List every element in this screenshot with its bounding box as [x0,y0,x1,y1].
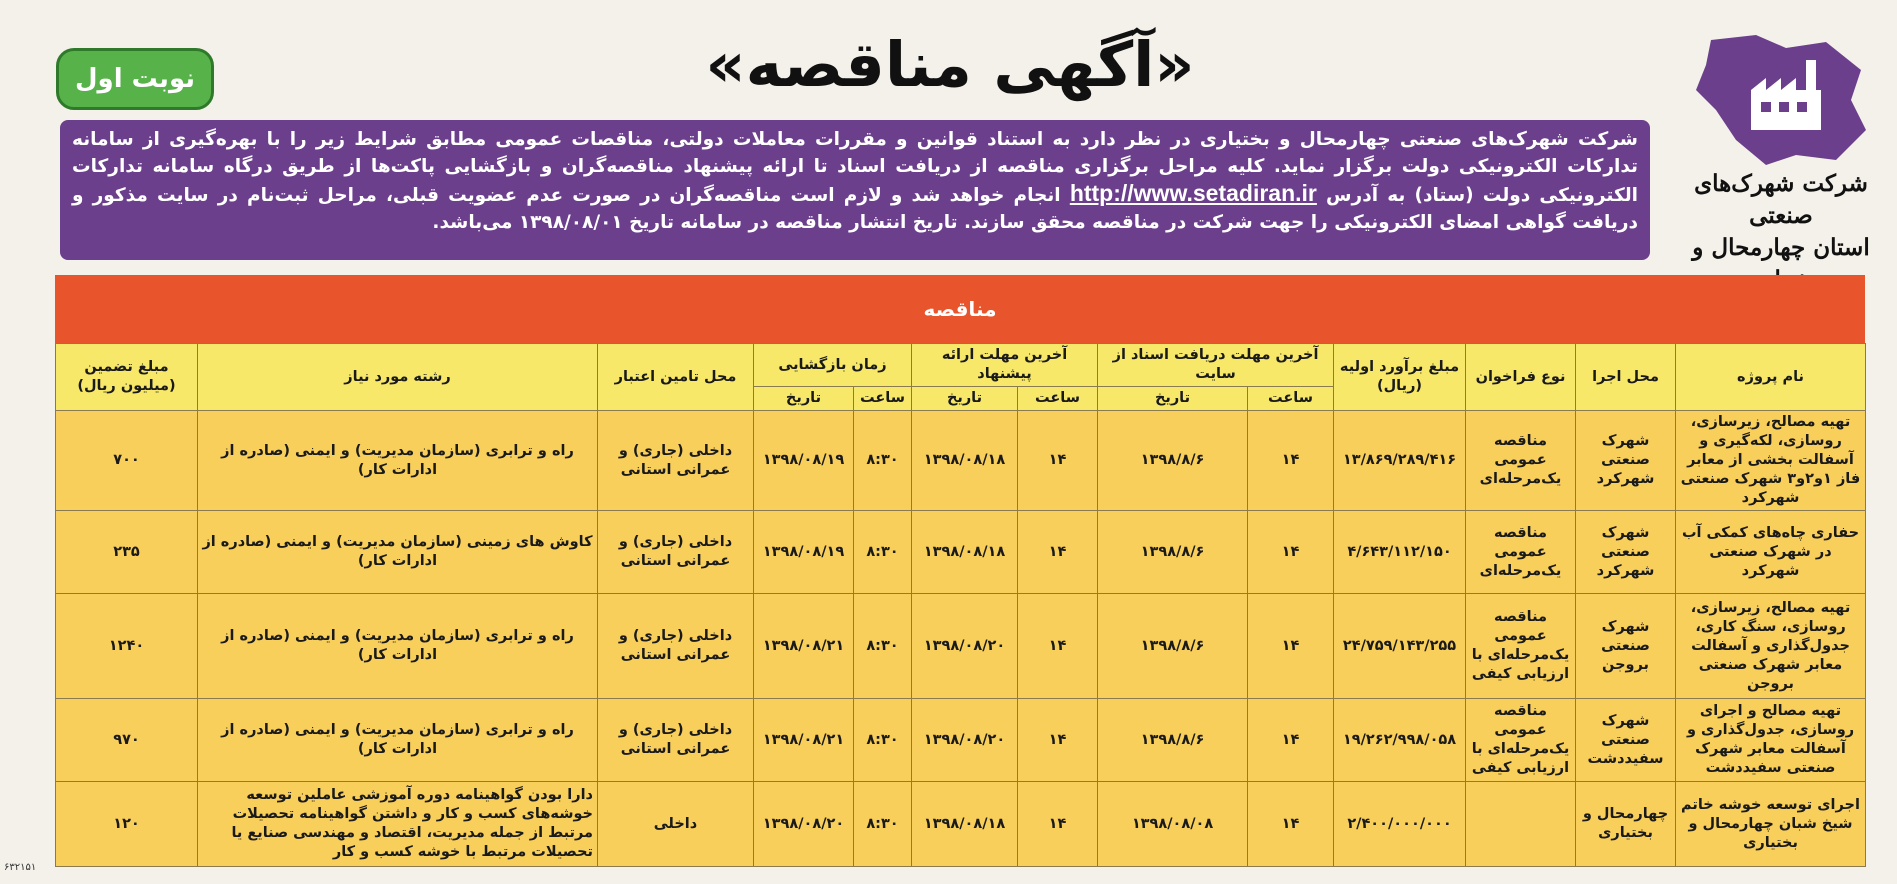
cell-location: شهرک صنعتی بروجن [1576,594,1676,699]
page-title: «آگهی مناقصه» [705,28,1195,101]
cell-project: تهیه مصالح و اجرای روسازی، جدول‌گذاری و آسفالت معابر شهرک صنعتی سفیددشت [1676,699,1866,782]
cell-guarantee: ۱۲۴۰ [56,594,198,699]
cell-bid-date: ۱۳۹۸/۰۸/۱۸ [912,411,1018,511]
cell-doc-time: ۱۴ [1248,782,1334,867]
cell-funding: داخلی (جاری) و عمرانی استانی [598,511,754,594]
cell-doc-date: ۱۳۹۸/۸/۶ [1098,699,1248,782]
cell-estimate: ۲/۴۰۰/۰۰۰/۰۰۰ [1334,782,1466,867]
table-row [56,699,1866,782]
tender-table-section [55,275,1865,871]
cell-guarantee: ۷۰۰ [56,411,198,511]
cell-project: تهیه مصالح، زیرسازی، روسازی، سنگ کاری، جدول‌گذاری و آسفالت معابر شهرک صنعتی بروجن [1676,594,1866,699]
cell-doc-time: ۱۴ [1248,411,1334,511]
cell-doc-time: ۱۴ [1248,511,1334,594]
cell-field: دارا بودن گواهینامه دوره آموزشی عاملین توسعه خوشه‌های کسب و کار و داشتن گواهینامه تحصیلات مرتبط از جمله مدیریت، اقتصاد و مهندسی صنایع یا تحصیلات مرتبط با خوشه کسب و کار [198,782,598,867]
cell-open-date: ۱۳۹۸/۰۸/۱۹ [754,511,854,594]
col-estimate: مبلغ برآورد اولیه (ریال) [1334,344,1466,411]
col-field: رشته مورد نیاز [198,344,598,411]
sub-open-date: تاریخ [754,387,854,411]
cell-project: تهیه مصالح، زیرسازی، روسازی، لکه‌گیری و آسفالت بخشی از معابر فاز ۱و۲و۳ شهرک صنعتی شهرکرد [1676,411,1866,511]
col-doc-deadline: آخرین مهلت دریافت اسناد از سایت [1098,344,1334,387]
tender-table [55,343,1866,867]
cell-open-date: ۱۳۹۸/۰۸/۲۱ [754,699,854,782]
cell-doc-time: ۱۴ [1248,699,1334,782]
cell-estimate: ۴/۶۴۳/۱۱۲/۱۵۰ [1334,511,1466,594]
cell-open-date: ۱۳۹۸/۰۸/۱۹ [754,411,854,511]
print-code: ۶۳۲۱۵۱ [4,862,37,873]
cell-open-time: ۸:۳۰ [854,511,912,594]
cell-call-type: مناقصه عمومی یک‌مرحله‌ای [1466,511,1576,594]
cell-open-date: ۱۳۹۸/۰۸/۲۱ [754,594,854,699]
col-bid-deadline: آخرین مهلت ارائه پیشنهاد [912,344,1098,387]
cell-open-time: ۸:۳۰ [854,594,912,699]
company-name-line2: استان چهارمحال و [1692,234,1870,261]
cell-open-time: ۸:۳۰ [854,411,912,511]
cell-bid-time: ۱۴ [1018,699,1098,782]
cell-bid-time: ۱۴ [1018,411,1098,511]
table-row [56,411,1866,511]
cell-guarantee: ۹۷۰ [56,699,198,782]
cell-estimate: ۱۳/۸۶۹/۲۸۹/۴۱۶ [1334,411,1466,511]
company-name-line1: شرکت شهرک‌های صنعتی [1694,170,1868,229]
sub-bid-time: ساعت [1018,387,1098,411]
cell-open-time: ۸:۳۰ [854,782,912,867]
cell-open-date: ۱۳۹۸/۰۸/۲۰ [754,782,854,867]
cell-bid-date: ۱۳۹۸/۰۸/۲۰ [912,594,1018,699]
cell-bid-date: ۱۳۹۸/۰۸/۱۸ [912,511,1018,594]
cell-funding: داخلی (جاری) و عمرانی استانی [598,699,754,782]
cell-call-type: مناقصه عمومی یک‌مرحله‌ای با ارزیابی کیفی [1466,594,1576,699]
cell-doc-date: ۱۳۹۸/۸/۶ [1098,594,1248,699]
intro-text-before: شرکت شهرک‌های صنعتی چهارمحال و بختیاری در نظر دارد به استناد قوانین و مقررات معاملات دولتی، مناقصات عمومی مطابق شرایط زیر را با بهره‌گیری از سامانه تدارکات الکترونیکی دولت برگزار نماید. کلیه مراحل برگزاری مناقصه از دریافت اسناد تا ارائه پیشنهاد مناقصه‌گران و بازگشایی پاکت‌ها از طریق درگاه سامانه تدارکات الکترونیکی دولت (ستاد) به آدرس [72,129,1638,206]
cell-doc-date: ۱۳۹۸/۸/۶ [1098,511,1248,594]
sub-doc-time: ساعت [1248,387,1334,411]
col-opening: زمان بازگشایی [754,344,912,387]
cell-guarantee: ۱۲۰ [56,782,198,867]
company-logo [1676,30,1886,285]
cell-location: شهرک صنعتی شهرکرد [1576,411,1676,511]
cell-call-type: مناقصه عمومی یک‌مرحله‌ای [1466,411,1576,511]
cell-call-type [1466,782,1576,867]
cell-location: شهرک صنعتی شهرکرد [1576,511,1676,594]
cell-guarantee: ۲۳۵ [56,511,198,594]
table-row [56,511,1866,594]
cell-open-time: ۸:۳۰ [854,699,912,782]
cell-doc-time: ۱۴ [1248,594,1334,699]
table-section-title: مناقصه [55,275,1865,343]
cell-call-type: مناقصه عمومی یک‌مرحله‌ای با ارزیابی کیفی [1466,699,1576,782]
table-row [56,782,1866,867]
iran-map-factory-icon [1676,30,1886,170]
cell-bid-date: ۱۳۹۸/۰۸/۱۸ [912,782,1018,867]
cell-doc-date: ۱۳۹۸/۸/۶ [1098,411,1248,511]
cell-bid-time: ۱۴ [1018,511,1098,594]
cell-funding: داخلی [598,782,754,867]
cell-field: راه و ترابری (سازمان مدیریت) و ایمنی (صادره از ادارات کار) [198,594,598,699]
cell-funding: داخلی (جاری) و عمرانی استانی [598,594,754,699]
cell-field: کاوش های زمینی (سازمان مدیریت) و ایمنی (صادره از ادارات کار) [198,511,598,594]
cell-project: اجرای توسعه خوشه خاتم شیخ شبان چهارمحال و بختیاری [1676,782,1866,867]
cell-bid-time: ۱۴ [1018,594,1098,699]
cell-bid-date: ۱۳۹۸/۰۸/۲۰ [912,699,1018,782]
sub-bid-date: تاریخ [912,387,1018,411]
col-funding: محل تامین اعتبار [598,344,754,411]
cell-estimate: ۲۴/۷۵۹/۱۴۳/۲۵۵ [1334,594,1466,699]
setadiran-link[interactable]: http://www.setadiran.ir [1069,180,1317,206]
cell-funding: داخلی (جاری) و عمرانی استانی [598,411,754,511]
cell-field: راه و ترابری (سازمان مدیریت) و ایمنی (صادره از ادارات کار) [198,411,598,511]
cell-field: راه و ترابری (سازمان مدیریت) و ایمنی (صادره از ادارات کار) [198,699,598,782]
sub-doc-date: تاریخ [1098,387,1248,411]
intro-text-after: انجام خواهد شد و لازم است مناقصه‌گران در صورت عدم عضویت قبلی، مراحل ثبت‌نام در سایت مذکور و دریافت گواهی امضای الکترونیکی را جهت شرکت در مناقصه محقق سازند. تاریخ انتشار مناقصه در سامانه تاریخ ۱۳۹۸/۰۸/۰۱ می‌باشد. [72,185,1638,233]
table-row [56,594,1866,699]
cell-location: شهرک صنعتی سفیددشت [1576,699,1676,782]
cell-doc-date: ۱۳۹۸/۰۸/۰۸ [1098,782,1248,867]
first-notice-badge: نوبت اول [56,48,214,110]
cell-location: چهارمحال و بختیاری [1576,782,1676,867]
cell-estimate: ۱۹/۲۶۲/۹۹۸/۰۵۸ [1334,699,1466,782]
table-header-row [56,344,1866,387]
col-location: محل اجرا [1576,344,1676,411]
col-project: نام پروژه [1676,344,1866,411]
col-call-type: نوع فراخوان [1466,344,1576,411]
sub-open-time: ساعت [854,387,912,411]
cell-project: حفاری چاه‌های کمکی آب در شهرک صنعتی شهرکرد [1676,511,1866,594]
col-guarantee: مبلغ تضمین (میلیون ریال) [56,344,198,411]
cell-bid-time: ۱۴ [1018,782,1098,867]
intro-paragraph [60,120,1650,260]
